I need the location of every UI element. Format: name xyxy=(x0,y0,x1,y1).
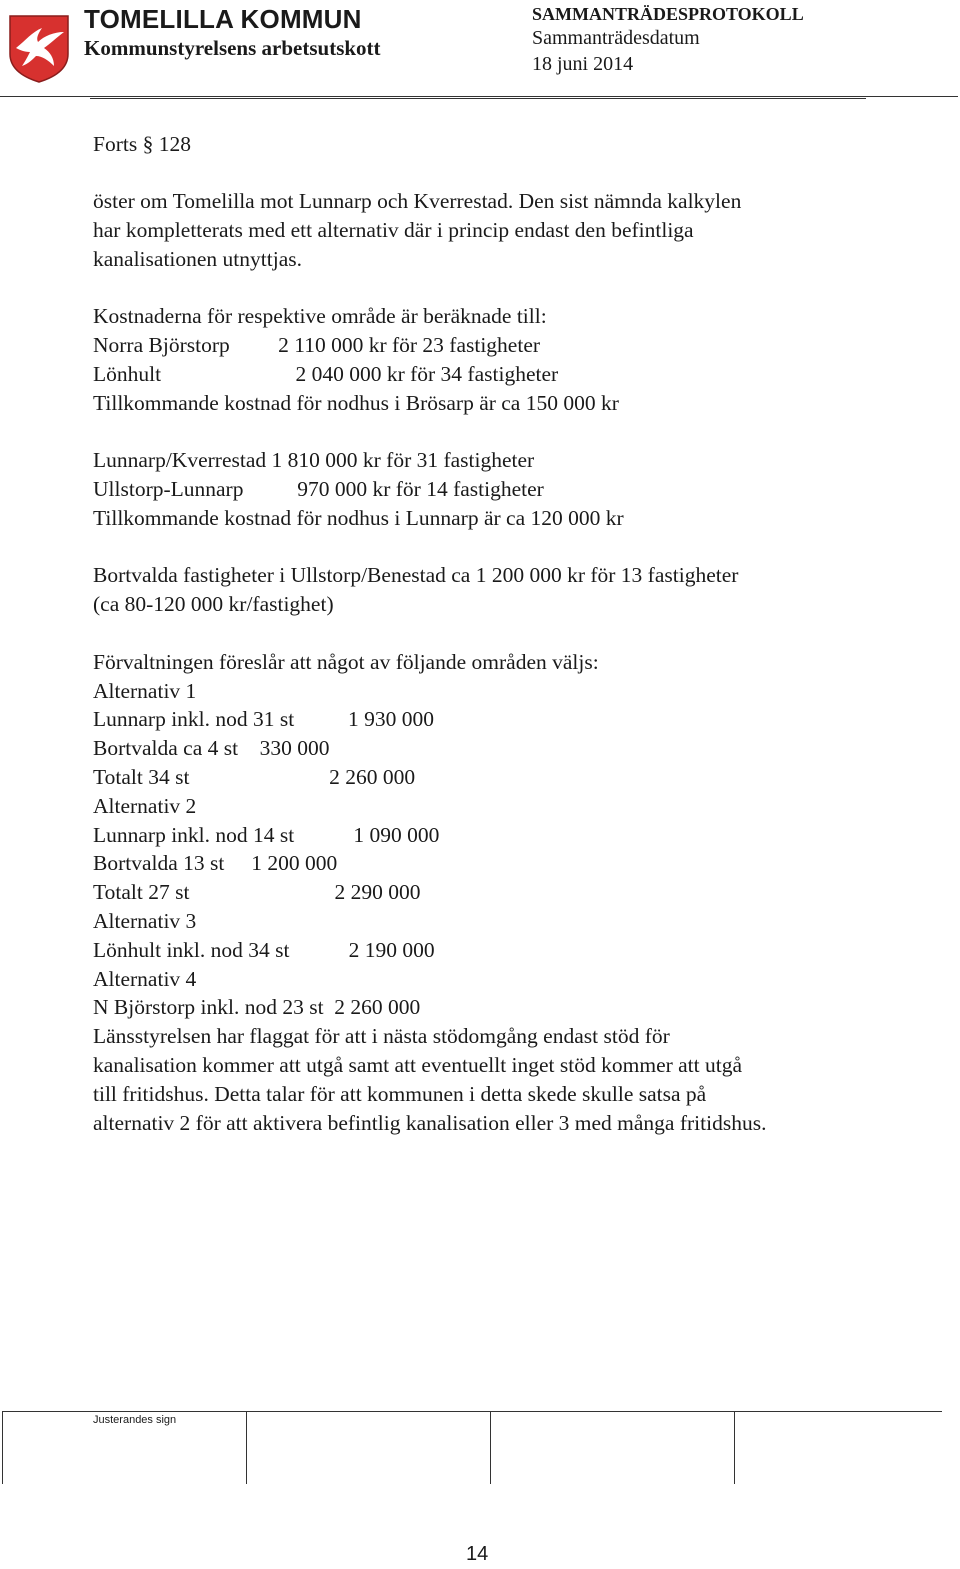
date-label: Sammanträdesdatum xyxy=(532,27,700,49)
text-line: till fritidshus. Detta talar för att kommunen i detta skede skulle satsa på xyxy=(93,1081,707,1106)
blank-line xyxy=(93,619,766,648)
text-line: Länsstyrelsen har flaggat för att i nästa stödomgång endast stöd för xyxy=(93,1024,670,1049)
text-line: Norra Björstorp 2 110 000 kr för 23 fastigheter xyxy=(93,332,541,357)
text-line: Alternativ 4 xyxy=(93,966,197,991)
header-divider-secondary xyxy=(90,98,866,99)
document-type: SAMMANTRÄDESPROTOKOLL xyxy=(532,4,804,24)
signature-cell xyxy=(734,1412,735,1484)
coat-of-arms-logo-icon xyxy=(8,14,70,84)
text-line: (ca 80-120 000 kr/fastighet) xyxy=(93,592,334,617)
signature-cell xyxy=(490,1412,491,1484)
text-line: Alternativ 3 xyxy=(93,908,197,933)
text-line: Lunnarp inkl. nod 31 st 1 930 000 xyxy=(93,707,434,732)
blank-line xyxy=(93,417,766,446)
text-line: Tillkommande kostnad för nodhus i Brösarp är ca 150 000 kr xyxy=(93,390,619,415)
meeting-date: 18 juni 2014 xyxy=(532,53,634,75)
text-line: Lunnarp/Kverrestad 1 810 000 kr för 31 fastigheter xyxy=(93,448,535,473)
text-line: alternativ 2 för att aktivera befintlig kanalisation eller 3 med många fritidshus. xyxy=(93,1110,767,1135)
blank-line xyxy=(93,533,766,562)
signature-cell xyxy=(2,1412,3,1484)
text-line: öster om Tomelilla mot Lunnarp och Kverrestad. Den sist nämnda kalkylen xyxy=(93,189,742,213)
text-line: Förvaltningen föreslår att något av följande områden väljs: xyxy=(93,649,599,674)
text-line: Ullstorp-Lunnarp 970 000 kr för 14 fastigheter xyxy=(93,476,544,501)
text-line: Lönhult inkl. nod 34 st 2 190 000 xyxy=(93,937,435,962)
page-number: 14 xyxy=(466,1543,489,1565)
section-continuation-heading: Forts § 128 xyxy=(93,132,191,156)
protocol-body xyxy=(93,187,766,1137)
text-line: Kostnaderna för respektive område är beräknade till: xyxy=(93,304,547,329)
text-line: Lönhult 2 040 000 kr för 34 fastigheter xyxy=(93,361,559,386)
text-line: Bortvalda ca 4 st 330 000 xyxy=(93,736,330,761)
text-line: Alternativ 2 xyxy=(93,793,197,818)
signature-cell xyxy=(246,1412,247,1484)
text-line: Alternativ 1 xyxy=(93,678,197,703)
committee-name: Kommunstyrelsens arbetsutskott xyxy=(84,36,381,60)
text-line: Totalt 34 st 2 260 000 xyxy=(93,764,416,789)
text-line: Lunnarp inkl. nod 14 st 1 090 000 xyxy=(93,822,440,847)
signature-label: Justerandes sign xyxy=(93,1414,177,1426)
text-line: Totalt 27 st 2 290 000 xyxy=(93,880,421,905)
text-line: N Björstorp inkl. nod 23 st 2 260 000 xyxy=(93,995,421,1020)
blank-line xyxy=(93,273,766,302)
header-divider xyxy=(0,96,958,97)
text-line: kanalisation kommer att utgå samt att eventuellt inget stöd kommer att utgå xyxy=(93,1052,743,1077)
text-line: Tillkommande kostnad för nodhus i Lunnarp är ca 120 000 kr xyxy=(93,505,624,530)
text-line: har kompletterats med ett alternativ där i princip endast den befintliga xyxy=(93,217,694,242)
text-line: kanalisationen utnyttjas. xyxy=(93,246,302,271)
text-line: Bortvalda fastigheter i Ullstorp/Benestad ca 1 200 000 kr för 13 fastigheter xyxy=(93,563,739,588)
organization-name: TOMELILLA KOMMUN xyxy=(84,4,362,34)
text-line: Bortvalda 13 st 1 200 000 xyxy=(93,851,338,876)
